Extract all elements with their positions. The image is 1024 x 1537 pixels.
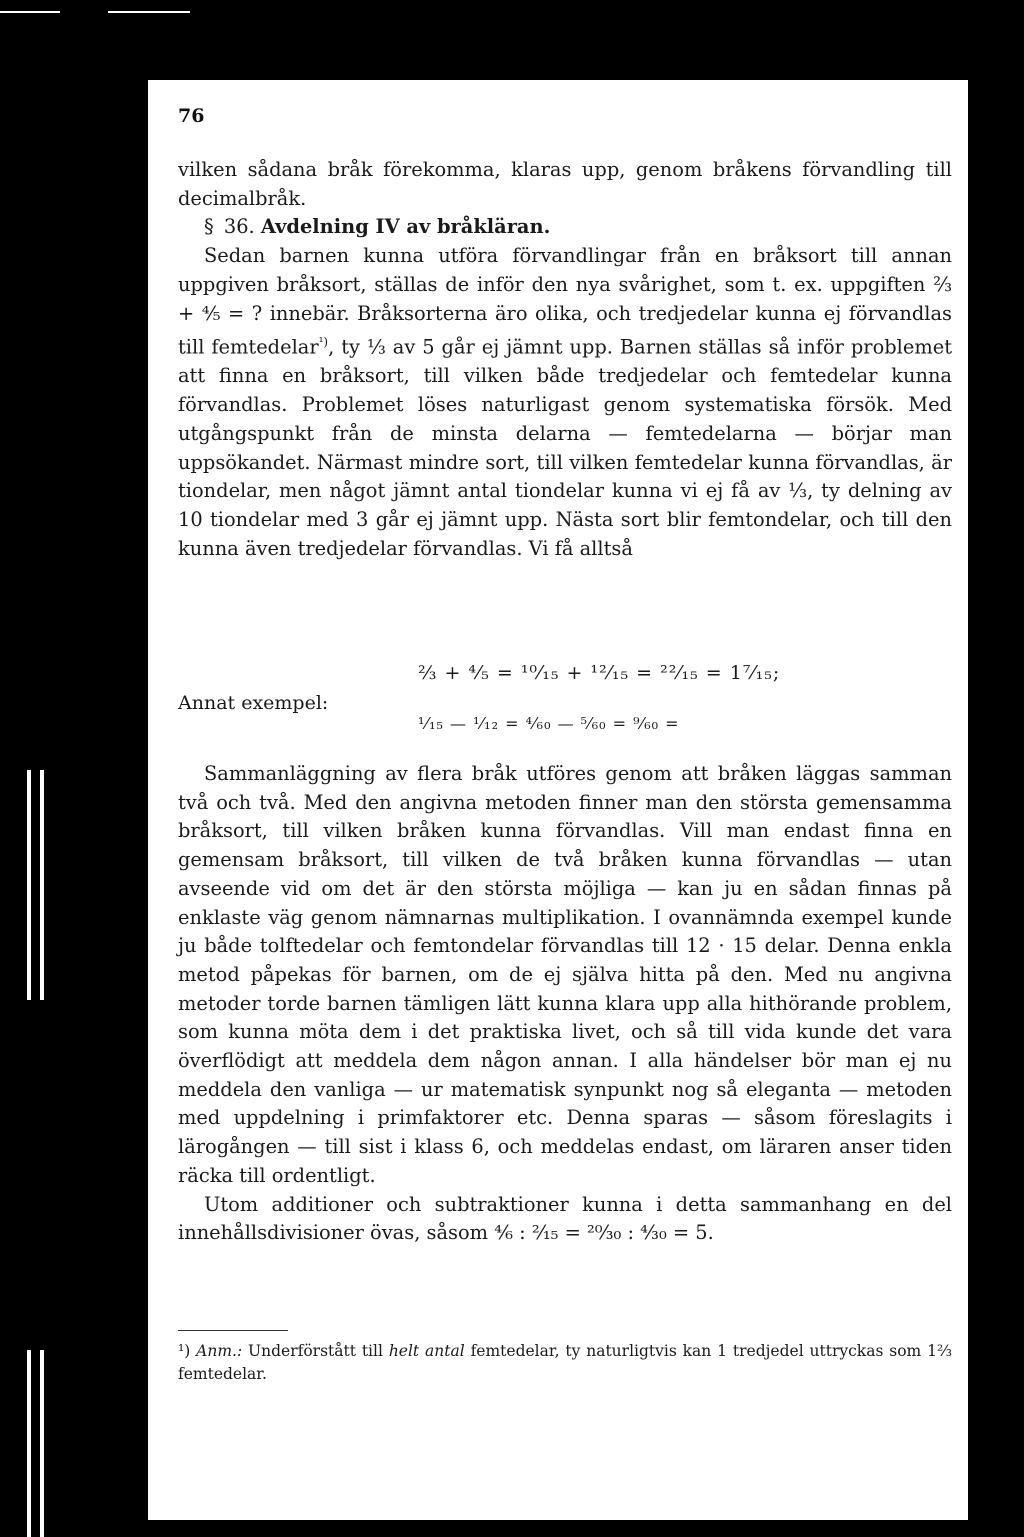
- top-edge-rule: [0, 11, 60, 13]
- top-edge-rule-right: [108, 11, 190, 13]
- paragraph-problem: [178, 242, 952, 563]
- paragraph-intro: vilken sådana bråk förekomma, klaras upp, genom bråkens förvandling till decimalbråk.: [178, 158, 952, 210]
- left-edge-bar-3: [27, 1350, 31, 1537]
- footnote-italic: helt antal: [388, 1342, 465, 1360]
- footnote-mark: ¹): [178, 1342, 191, 1360]
- footnote-anm: Anm.:: [196, 1342, 243, 1360]
- paragraph-problem-part-c: , ty: [328, 335, 360, 359]
- page-body-continued: [178, 760, 952, 1248]
- example-label: Annat exempel:: [178, 692, 329, 714]
- section-title: Avdelning IV av bråkläran.: [260, 215, 551, 239]
- footnote-text-a: Underförstått till: [248, 1342, 383, 1360]
- section-number: 36.: [223, 215, 255, 239]
- section-heading: [178, 213, 952, 242]
- left-edge-bar-2: [40, 770, 44, 1000]
- paragraph-problem-part-a: Sedan barnen kunna utföra förvandlingar från en bråksort till annan uppgiven bråksort, ställas de inför den nya svårighet, som t. ex. uppgiften: [178, 244, 952, 296]
- page-body: [178, 156, 952, 563]
- page-number: 76: [178, 105, 205, 127]
- fraction-difference-formula: ¹⁄₁₅ — ¹⁄₁₂ = ⁴⁄₆₀ — ⁵⁄₆₀ = ⁹⁄₆₀ =: [418, 714, 680, 733]
- paragraph-problem-part-b: innebär. Bråksorterna äro olika, och tredjedelar kunna ej förvandlas till femtedelar: [178, 301, 952, 359]
- fraction-sum-formula: ⅔ + ⁴⁄₅ = ¹⁰⁄₁₅ + ¹²⁄₁₅ = ²²⁄₁₅ = 1⁷⁄₁₅;: [418, 662, 781, 684]
- footnote-text-b: femtedelar, ty naturligtvis kan 1 tredjedel uttryckas som 1⅔ femtedelar.: [178, 1342, 952, 1383]
- paragraph-division: Utom additioner och subtraktioner kunna i detta sammanhang en del innehållsdivisioner övas, såsom ⁴⁄₆ : ²⁄₁₅ = ²⁰⁄₃₀ : ⁴⁄₃₀ = 5.: [178, 1192, 952, 1245]
- paragraph-problem-part-d: ⅓ av 5 går ej jämnt upp. Barnen ställas så inför problemet att finna en bråksort, till vilken både tredjedelar och femtedelar kunna förvandlas. Problemet löses naturligast genom systematiska försök. Med utgångspunkt från de minsta delarna — femtedelarna — börjar man uppsökandet. Närmast mindre sort, till vilken femtedelar kunna förvandlas, är tiondelar, men något jämnt antal tiondelar kunna vi ej få av ⅓, ty delning av 10 tiondelar med 3 går ej jämnt upp. Nästa sort blir femtondelar, och till den kunna även tredjedelar förvandlas. Vi få alltså: [178, 335, 952, 560]
- footnote-reference: ¹): [318, 335, 329, 350]
- paragraph-addition: Sammanläggning av flera bråk utföres genom att bråken läggas samman två och två. Med den angivna metoden finner man den största gemensamma bråksort, till vilken bråken kunna förvandlas. Vill man endast finna en gemensam bråksort, till vilken de två bråken kunna förvandlas — utan avseende vid om det är den största möjliga — kan ju en sådan finnas på enklaste väg genom nämnarnas multiplikation. I ovannämnda exempel kunde ju både tolftedelar och femtondelar förvandlas till 12 · 15 delar. Denna enkla metod påpekas för barnen, om de ej själva hitta på den. Med nu angivna metoder torde barnen tämligen lätt kunna klara upp alla hithörande problem, som kunna möta dem i det praktiska livet, och så till vida kunde det vara överflödigt att meddela dem någon annan. I alla händelser bör man ej nu meddela den vanliga — ur matematisk synpunkt nog så eleganta — metoden med uppdelning i primfaktorer etc. Denna sparas — såsom föreslagits i lärogången — till sist i klass 6, och meddelas endast, om läraren anser tiden räcka till ordentligt.: [178, 762, 952, 1187]
- fraction-expression: ⅔ + ⁴⁄₅ = ?: [178, 272, 952, 325]
- footnote: [178, 1340, 952, 1386]
- footnote-rule: [178, 1330, 288, 1331]
- section-symbol: §: [204, 215, 214, 239]
- left-edge-bar: [27, 770, 31, 1000]
- left-edge-bar-4: [40, 1350, 44, 1537]
